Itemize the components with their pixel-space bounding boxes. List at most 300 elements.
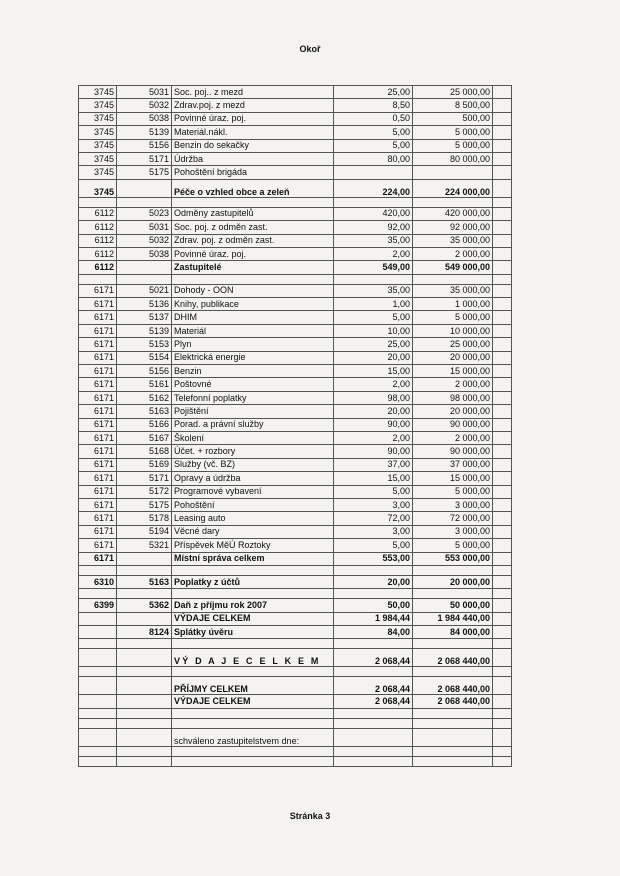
description-cell: Leasing auto bbox=[172, 512, 334, 525]
description-cell: Dohody - OON bbox=[172, 284, 334, 297]
amount-thousands-cell: 35,00 bbox=[334, 234, 413, 247]
item-code-cell bbox=[117, 261, 172, 274]
empty-cell bbox=[117, 639, 172, 649]
spacer-row bbox=[79, 708, 512, 718]
item-code-cell: 5163 bbox=[117, 575, 172, 588]
item-code-cell: 5031 bbox=[117, 221, 172, 234]
spacer-row bbox=[79, 718, 512, 728]
item-code-cell bbox=[117, 677, 172, 695]
amount-cell: 1 984 440,00 bbox=[413, 612, 493, 625]
paragraph-cell: 6171 bbox=[79, 298, 117, 311]
item-code-cell: 5178 bbox=[117, 512, 172, 525]
item-code-cell: 5031 bbox=[117, 86, 172, 99]
amount-cell: 5 000,00 bbox=[413, 311, 493, 324]
amount-cell: 35 000,00 bbox=[413, 284, 493, 297]
item-code-cell: 5139 bbox=[117, 324, 172, 337]
description-cell: Telefonní poplatky bbox=[172, 391, 334, 404]
item-code-cell bbox=[117, 552, 172, 565]
amount-cell: 2 000,00 bbox=[413, 431, 493, 444]
amount-cell: 500,00 bbox=[413, 112, 493, 125]
amount-thousands-cell: 5,00 bbox=[334, 539, 413, 552]
description-cell: Pohoštění bbox=[172, 498, 334, 511]
table-row bbox=[79, 324, 512, 337]
paragraph-cell: 3745 bbox=[79, 99, 117, 112]
subtotal-row bbox=[79, 612, 512, 625]
amount-cell: 35 000,00 bbox=[413, 234, 493, 247]
table-row bbox=[79, 298, 512, 311]
amount-thousands-cell: 2,00 bbox=[334, 431, 413, 444]
budget-table bbox=[78, 85, 512, 767]
paragraph-cell: 6171 bbox=[79, 485, 117, 498]
table-row bbox=[79, 472, 512, 485]
amount-thousands-cell: 10,00 bbox=[334, 324, 413, 337]
amount-thousands-cell: 1,00 bbox=[334, 298, 413, 311]
empty-cell bbox=[493, 552, 512, 565]
amount-cell: 50 000,00 bbox=[413, 599, 493, 612]
description-cell: Pojištění bbox=[172, 405, 334, 418]
amount-cell: 20 000,00 bbox=[413, 351, 493, 364]
spacer-row bbox=[79, 639, 512, 649]
description-cell: Údržba bbox=[172, 152, 334, 165]
description-cell: Zastupitelé bbox=[172, 261, 334, 274]
table-row bbox=[79, 126, 512, 139]
table-row bbox=[79, 207, 512, 220]
amount-cell: 5 000,00 bbox=[413, 485, 493, 498]
paragraph-cell: 6112 bbox=[79, 261, 117, 274]
amount-thousands-cell: 5,00 bbox=[334, 485, 413, 498]
amount-cell: 25 000,00 bbox=[413, 86, 493, 99]
item-code-cell: 5023 bbox=[117, 207, 172, 220]
empty-cell bbox=[493, 728, 512, 746]
table-row bbox=[79, 485, 512, 498]
amount-cell: 553 000,00 bbox=[413, 552, 493, 565]
empty-cell bbox=[117, 667, 172, 677]
budget-table-body bbox=[79, 86, 512, 767]
empty-cell bbox=[172, 708, 334, 718]
table-row bbox=[79, 86, 512, 99]
amount-cell: 90 000,00 bbox=[413, 445, 493, 458]
table-row bbox=[79, 365, 512, 378]
amount-thousands-cell: 37,00 bbox=[334, 458, 413, 471]
item-code-cell: 5163 bbox=[117, 405, 172, 418]
item-code-cell: 5162 bbox=[117, 391, 172, 404]
item-code-cell: 5161 bbox=[117, 378, 172, 391]
amount-thousands-cell: 35,00 bbox=[334, 284, 413, 297]
empty-cell bbox=[172, 667, 334, 677]
item-code-cell: 5362 bbox=[117, 599, 172, 612]
empty-cell bbox=[493, 746, 512, 756]
table-row bbox=[79, 166, 512, 179]
amount-thousands-cell: 549,00 bbox=[334, 261, 413, 274]
description-cell: Péče o vzhled obce a zeleň bbox=[172, 179, 334, 197]
empty-cell bbox=[493, 179, 512, 197]
amount-thousands-cell: 1 984,44 bbox=[334, 612, 413, 625]
description-cell: Pohoštění brigáda bbox=[172, 166, 334, 179]
amount-thousands-cell: 224,00 bbox=[334, 179, 413, 197]
empty-cell bbox=[493, 612, 512, 625]
amount-cell: 2 068 440,00 bbox=[413, 649, 493, 667]
empty-cell bbox=[413, 756, 493, 766]
table-row bbox=[79, 234, 512, 247]
amount-thousands-cell: 8,50 bbox=[334, 99, 413, 112]
description-cell: Opravy a údržba bbox=[172, 472, 334, 485]
empty-cell bbox=[493, 139, 512, 152]
description-cell: Benzin bbox=[172, 365, 334, 378]
amount-cell: 8 500,00 bbox=[413, 99, 493, 112]
empty-cell bbox=[493, 197, 512, 207]
amount-thousands-cell: 2 068,44 bbox=[334, 649, 413, 667]
empty-cell bbox=[493, 324, 512, 337]
empty-cell bbox=[493, 221, 512, 234]
empty-cell bbox=[172, 718, 334, 728]
table-row bbox=[79, 152, 512, 165]
empty-cell bbox=[79, 639, 117, 649]
description-cell: Zdrav.poj. z mezd bbox=[172, 99, 334, 112]
description-cell: Věcné dary bbox=[172, 525, 334, 538]
empty-cell bbox=[493, 365, 512, 378]
subtotal-row bbox=[79, 179, 512, 197]
paragraph-cell: 3745 bbox=[79, 139, 117, 152]
amount-thousands-cell: 2,00 bbox=[334, 247, 413, 260]
amount-thousands-cell: 90,00 bbox=[334, 445, 413, 458]
empty-cell bbox=[493, 599, 512, 612]
subtotal-row bbox=[79, 649, 512, 667]
empty-cell bbox=[172, 756, 334, 766]
amount-thousands-cell: 92,00 bbox=[334, 221, 413, 234]
empty-cell bbox=[79, 565, 117, 575]
item-code-cell: 5168 bbox=[117, 445, 172, 458]
empty-cell bbox=[413, 639, 493, 649]
empty-cell bbox=[413, 667, 493, 677]
spacer-row bbox=[79, 589, 512, 599]
table-row bbox=[79, 405, 512, 418]
subtotal-row bbox=[79, 575, 512, 588]
item-code-cell: 5156 bbox=[117, 365, 172, 378]
item-code-cell: 5154 bbox=[117, 351, 172, 364]
paragraph-cell: 6171 bbox=[79, 445, 117, 458]
spacer-row bbox=[79, 197, 512, 207]
table-row bbox=[79, 431, 512, 444]
paragraph-cell bbox=[79, 626, 117, 639]
amount-thousands-cell: 25,00 bbox=[334, 338, 413, 351]
table-row bbox=[79, 338, 512, 351]
amount-cell: 2 068 440,00 bbox=[413, 677, 493, 695]
description-cell: VÝDAJE CELKEM bbox=[172, 612, 334, 625]
item-code-cell bbox=[117, 728, 172, 746]
empty-cell bbox=[413, 708, 493, 718]
amount-cell: 37 000,00 bbox=[413, 458, 493, 471]
item-code-cell: 5171 bbox=[117, 472, 172, 485]
empty-cell bbox=[493, 626, 512, 639]
paragraph-cell: 6171 bbox=[79, 472, 117, 485]
empty-cell bbox=[172, 565, 334, 575]
paragraph-cell: 3745 bbox=[79, 166, 117, 179]
amount-cell: 72 000,00 bbox=[413, 512, 493, 525]
paragraph-cell: 6171 bbox=[79, 418, 117, 431]
amount-thousands-cell bbox=[334, 166, 413, 179]
description-cell: Materiál.nákl. bbox=[172, 126, 334, 139]
item-code-cell: 5156 bbox=[117, 139, 172, 152]
amount-thousands-cell: 5,00 bbox=[334, 139, 413, 152]
spacer-row bbox=[79, 565, 512, 575]
item-code-cell: 5167 bbox=[117, 431, 172, 444]
empty-cell bbox=[493, 667, 512, 677]
spacer-row bbox=[79, 274, 512, 284]
description-cell: Účet. + rozbory bbox=[172, 445, 334, 458]
paragraph-cell: 3745 bbox=[79, 152, 117, 165]
amount-cell: 25 000,00 bbox=[413, 338, 493, 351]
description-cell: Plyn bbox=[172, 338, 334, 351]
description-cell: Poplatky z účtů bbox=[172, 575, 334, 588]
description-cell: Poštovné bbox=[172, 378, 334, 391]
item-code-cell: 5172 bbox=[117, 485, 172, 498]
paragraph-cell: 6112 bbox=[79, 234, 117, 247]
description-cell: Služby (vč. BZ) bbox=[172, 458, 334, 471]
paragraph-cell: 6171 bbox=[79, 365, 117, 378]
description-cell: Povinné úraz. poj. bbox=[172, 112, 334, 125]
empty-cell bbox=[493, 274, 512, 284]
empty-cell bbox=[493, 311, 512, 324]
empty-cell bbox=[493, 525, 512, 538]
empty-cell bbox=[493, 756, 512, 766]
table-row bbox=[79, 539, 512, 552]
empty-cell bbox=[334, 708, 413, 718]
empty-cell bbox=[172, 639, 334, 649]
paragraph-cell: 6171 bbox=[79, 338, 117, 351]
empty-cell bbox=[493, 247, 512, 260]
amount-thousands-cell: 20,00 bbox=[334, 351, 413, 364]
item-code-cell: 5032 bbox=[117, 234, 172, 247]
table-row bbox=[79, 112, 512, 125]
amount-cell: 3 000,00 bbox=[413, 525, 493, 538]
item-code-cell: 5139 bbox=[117, 126, 172, 139]
empty-cell bbox=[117, 746, 172, 756]
description-cell: Programové vybavení bbox=[172, 485, 334, 498]
amount-thousands-cell: 20,00 bbox=[334, 405, 413, 418]
empty-cell bbox=[79, 746, 117, 756]
amount-cell: 2 000,00 bbox=[413, 247, 493, 260]
paragraph-cell: 6171 bbox=[79, 458, 117, 471]
empty-cell bbox=[117, 756, 172, 766]
description-cell: Daň z příjmu rok 2007 bbox=[172, 599, 334, 612]
paragraph-cell: 3745 bbox=[79, 86, 117, 99]
empty-cell bbox=[493, 565, 512, 575]
paragraph-cell: 3745 bbox=[79, 126, 117, 139]
amount-cell: 84 000,00 bbox=[413, 626, 493, 639]
table-row bbox=[79, 311, 512, 324]
item-code-cell: 5136 bbox=[117, 298, 172, 311]
empty-cell bbox=[493, 677, 512, 695]
item-code-cell: 5032 bbox=[117, 99, 172, 112]
empty-cell bbox=[334, 746, 413, 756]
item-code-cell: 5137 bbox=[117, 311, 172, 324]
paragraph-cell: 6112 bbox=[79, 207, 117, 220]
amount-cell: 224 000,00 bbox=[413, 179, 493, 197]
empty-cell bbox=[493, 284, 512, 297]
paragraph-cell bbox=[79, 649, 117, 667]
spacer-row bbox=[79, 746, 512, 756]
empty-cell bbox=[172, 274, 334, 284]
empty-cell bbox=[413, 746, 493, 756]
amount-thousands-cell: 3,00 bbox=[334, 498, 413, 511]
amount-cell bbox=[413, 728, 493, 746]
empty-cell bbox=[493, 112, 512, 125]
empty-cell bbox=[493, 99, 512, 112]
description-cell: Soc. poj. z odměn zast. bbox=[172, 221, 334, 234]
item-code-cell bbox=[117, 612, 172, 625]
table-row bbox=[79, 458, 512, 471]
empty-cell bbox=[493, 405, 512, 418]
description-cell: Povinné úraz. poj. bbox=[172, 247, 334, 260]
description-cell: Materiál bbox=[172, 324, 334, 337]
empty-cell bbox=[334, 197, 413, 207]
empty-cell bbox=[493, 391, 512, 404]
empty-cell bbox=[493, 575, 512, 588]
item-code-cell bbox=[117, 695, 172, 708]
paragraph-cell bbox=[79, 728, 117, 746]
amount-thousands-cell: 5,00 bbox=[334, 126, 413, 139]
amount-cell: 2 000,00 bbox=[413, 378, 493, 391]
item-code-cell: 5166 bbox=[117, 418, 172, 431]
description-cell: Odměny zastupitelů bbox=[172, 207, 334, 220]
item-code-cell: 5021 bbox=[117, 284, 172, 297]
amount-cell: 5 000,00 bbox=[413, 139, 493, 152]
amount-cell: 98 000,00 bbox=[413, 391, 493, 404]
item-code-cell: 5038 bbox=[117, 112, 172, 125]
paragraph-cell: 6399 bbox=[79, 599, 117, 612]
empty-cell bbox=[493, 708, 512, 718]
item-code-cell: 5194 bbox=[117, 525, 172, 538]
spacer-row bbox=[79, 756, 512, 766]
paragraph-cell bbox=[79, 677, 117, 695]
paragraph-cell: 6171 bbox=[79, 431, 117, 444]
table-row bbox=[79, 351, 512, 364]
amount-cell: 5 000,00 bbox=[413, 126, 493, 139]
item-code-cell: 5038 bbox=[117, 247, 172, 260]
empty-cell bbox=[334, 565, 413, 575]
amount-cell: 20 000,00 bbox=[413, 405, 493, 418]
empty-cell bbox=[79, 589, 117, 599]
description-cell: Soc. poj.. z mezd bbox=[172, 86, 334, 99]
amount-cell: 549 000,00 bbox=[413, 261, 493, 274]
amount-thousands-cell: 3,00 bbox=[334, 525, 413, 538]
description-cell: Elektrická energie bbox=[172, 351, 334, 364]
empty-cell bbox=[493, 86, 512, 99]
table-row bbox=[79, 99, 512, 112]
paragraph-cell: 6171 bbox=[79, 378, 117, 391]
table-row bbox=[79, 728, 512, 746]
subtotal-row bbox=[79, 695, 512, 708]
amount-cell: 15 000,00 bbox=[413, 365, 493, 378]
paragraph-cell bbox=[79, 612, 117, 625]
description-cell: VÝ D A J E C E L K E M bbox=[172, 649, 334, 667]
amount-thousands-cell: 553,00 bbox=[334, 552, 413, 565]
empty-cell bbox=[493, 298, 512, 311]
empty-cell bbox=[413, 565, 493, 575]
table-row bbox=[79, 221, 512, 234]
empty-cell bbox=[493, 152, 512, 165]
description-cell: Knihy, publikace bbox=[172, 298, 334, 311]
empty-cell bbox=[493, 589, 512, 599]
description-cell: Splátky úvěru bbox=[172, 626, 334, 639]
empty-cell bbox=[334, 756, 413, 766]
empty-cell bbox=[334, 667, 413, 677]
paragraph-cell: 6112 bbox=[79, 247, 117, 260]
empty-cell bbox=[493, 485, 512, 498]
paragraph-cell: 6171 bbox=[79, 405, 117, 418]
paragraph-cell: 6171 bbox=[79, 525, 117, 538]
empty-cell bbox=[79, 708, 117, 718]
item-code-cell: 5153 bbox=[117, 338, 172, 351]
amount-thousands-cell: 25,00 bbox=[334, 86, 413, 99]
description-cell: DHIM bbox=[172, 311, 334, 324]
empty-cell bbox=[117, 718, 172, 728]
amount-cell: 2 068 440,00 bbox=[413, 695, 493, 708]
empty-cell bbox=[117, 274, 172, 284]
empty-cell bbox=[493, 498, 512, 511]
description-cell: Zdrav. poj. z odměn zast. bbox=[172, 234, 334, 247]
table-row bbox=[79, 418, 512, 431]
table-row bbox=[79, 525, 512, 538]
empty-cell bbox=[493, 718, 512, 728]
empty-cell bbox=[334, 639, 413, 649]
item-code-cell: 5171 bbox=[117, 152, 172, 165]
amount-cell: 5 000,00 bbox=[413, 539, 493, 552]
amount-thousands-cell: 80,00 bbox=[334, 152, 413, 165]
empty-cell bbox=[172, 589, 334, 599]
empty-cell bbox=[172, 746, 334, 756]
empty-cell bbox=[493, 445, 512, 458]
page-header-title: Okoř bbox=[299, 44, 321, 54]
empty-cell bbox=[493, 207, 512, 220]
empty-cell bbox=[493, 166, 512, 179]
spacer-row bbox=[79, 667, 512, 677]
empty-cell bbox=[493, 649, 512, 667]
empty-cell bbox=[493, 418, 512, 431]
description-cell: PŘÍJMY CELKEM bbox=[172, 677, 334, 695]
empty-cell bbox=[493, 338, 512, 351]
table-row bbox=[79, 445, 512, 458]
empty-cell bbox=[493, 539, 512, 552]
amount-thousands-cell: 15,00 bbox=[334, 365, 413, 378]
empty-cell bbox=[413, 718, 493, 728]
empty-cell bbox=[79, 197, 117, 207]
table-row bbox=[79, 139, 512, 152]
empty-cell bbox=[117, 197, 172, 207]
description-cell: Porad. a právní služby bbox=[172, 418, 334, 431]
empty-cell bbox=[172, 197, 334, 207]
item-code-cell: 5175 bbox=[117, 166, 172, 179]
table-row bbox=[79, 378, 512, 391]
paragraph-cell: 6171 bbox=[79, 324, 117, 337]
amount-thousands-cell: 20,00 bbox=[334, 575, 413, 588]
subtotal-row bbox=[79, 626, 512, 639]
empty-cell bbox=[117, 589, 172, 599]
empty-cell bbox=[334, 274, 413, 284]
empty-cell bbox=[413, 589, 493, 599]
empty-cell bbox=[334, 718, 413, 728]
description-cell: Místní správa celkem bbox=[172, 552, 334, 565]
empty-cell bbox=[493, 472, 512, 485]
item-code-cell bbox=[117, 179, 172, 197]
amount-cell: 1 000,00 bbox=[413, 298, 493, 311]
item-code-cell: 5321 bbox=[117, 539, 172, 552]
empty-cell bbox=[79, 274, 117, 284]
amount-thousands-cell bbox=[334, 728, 413, 746]
empty-cell bbox=[334, 589, 413, 599]
empty-cell bbox=[493, 512, 512, 525]
table-row bbox=[79, 391, 512, 404]
